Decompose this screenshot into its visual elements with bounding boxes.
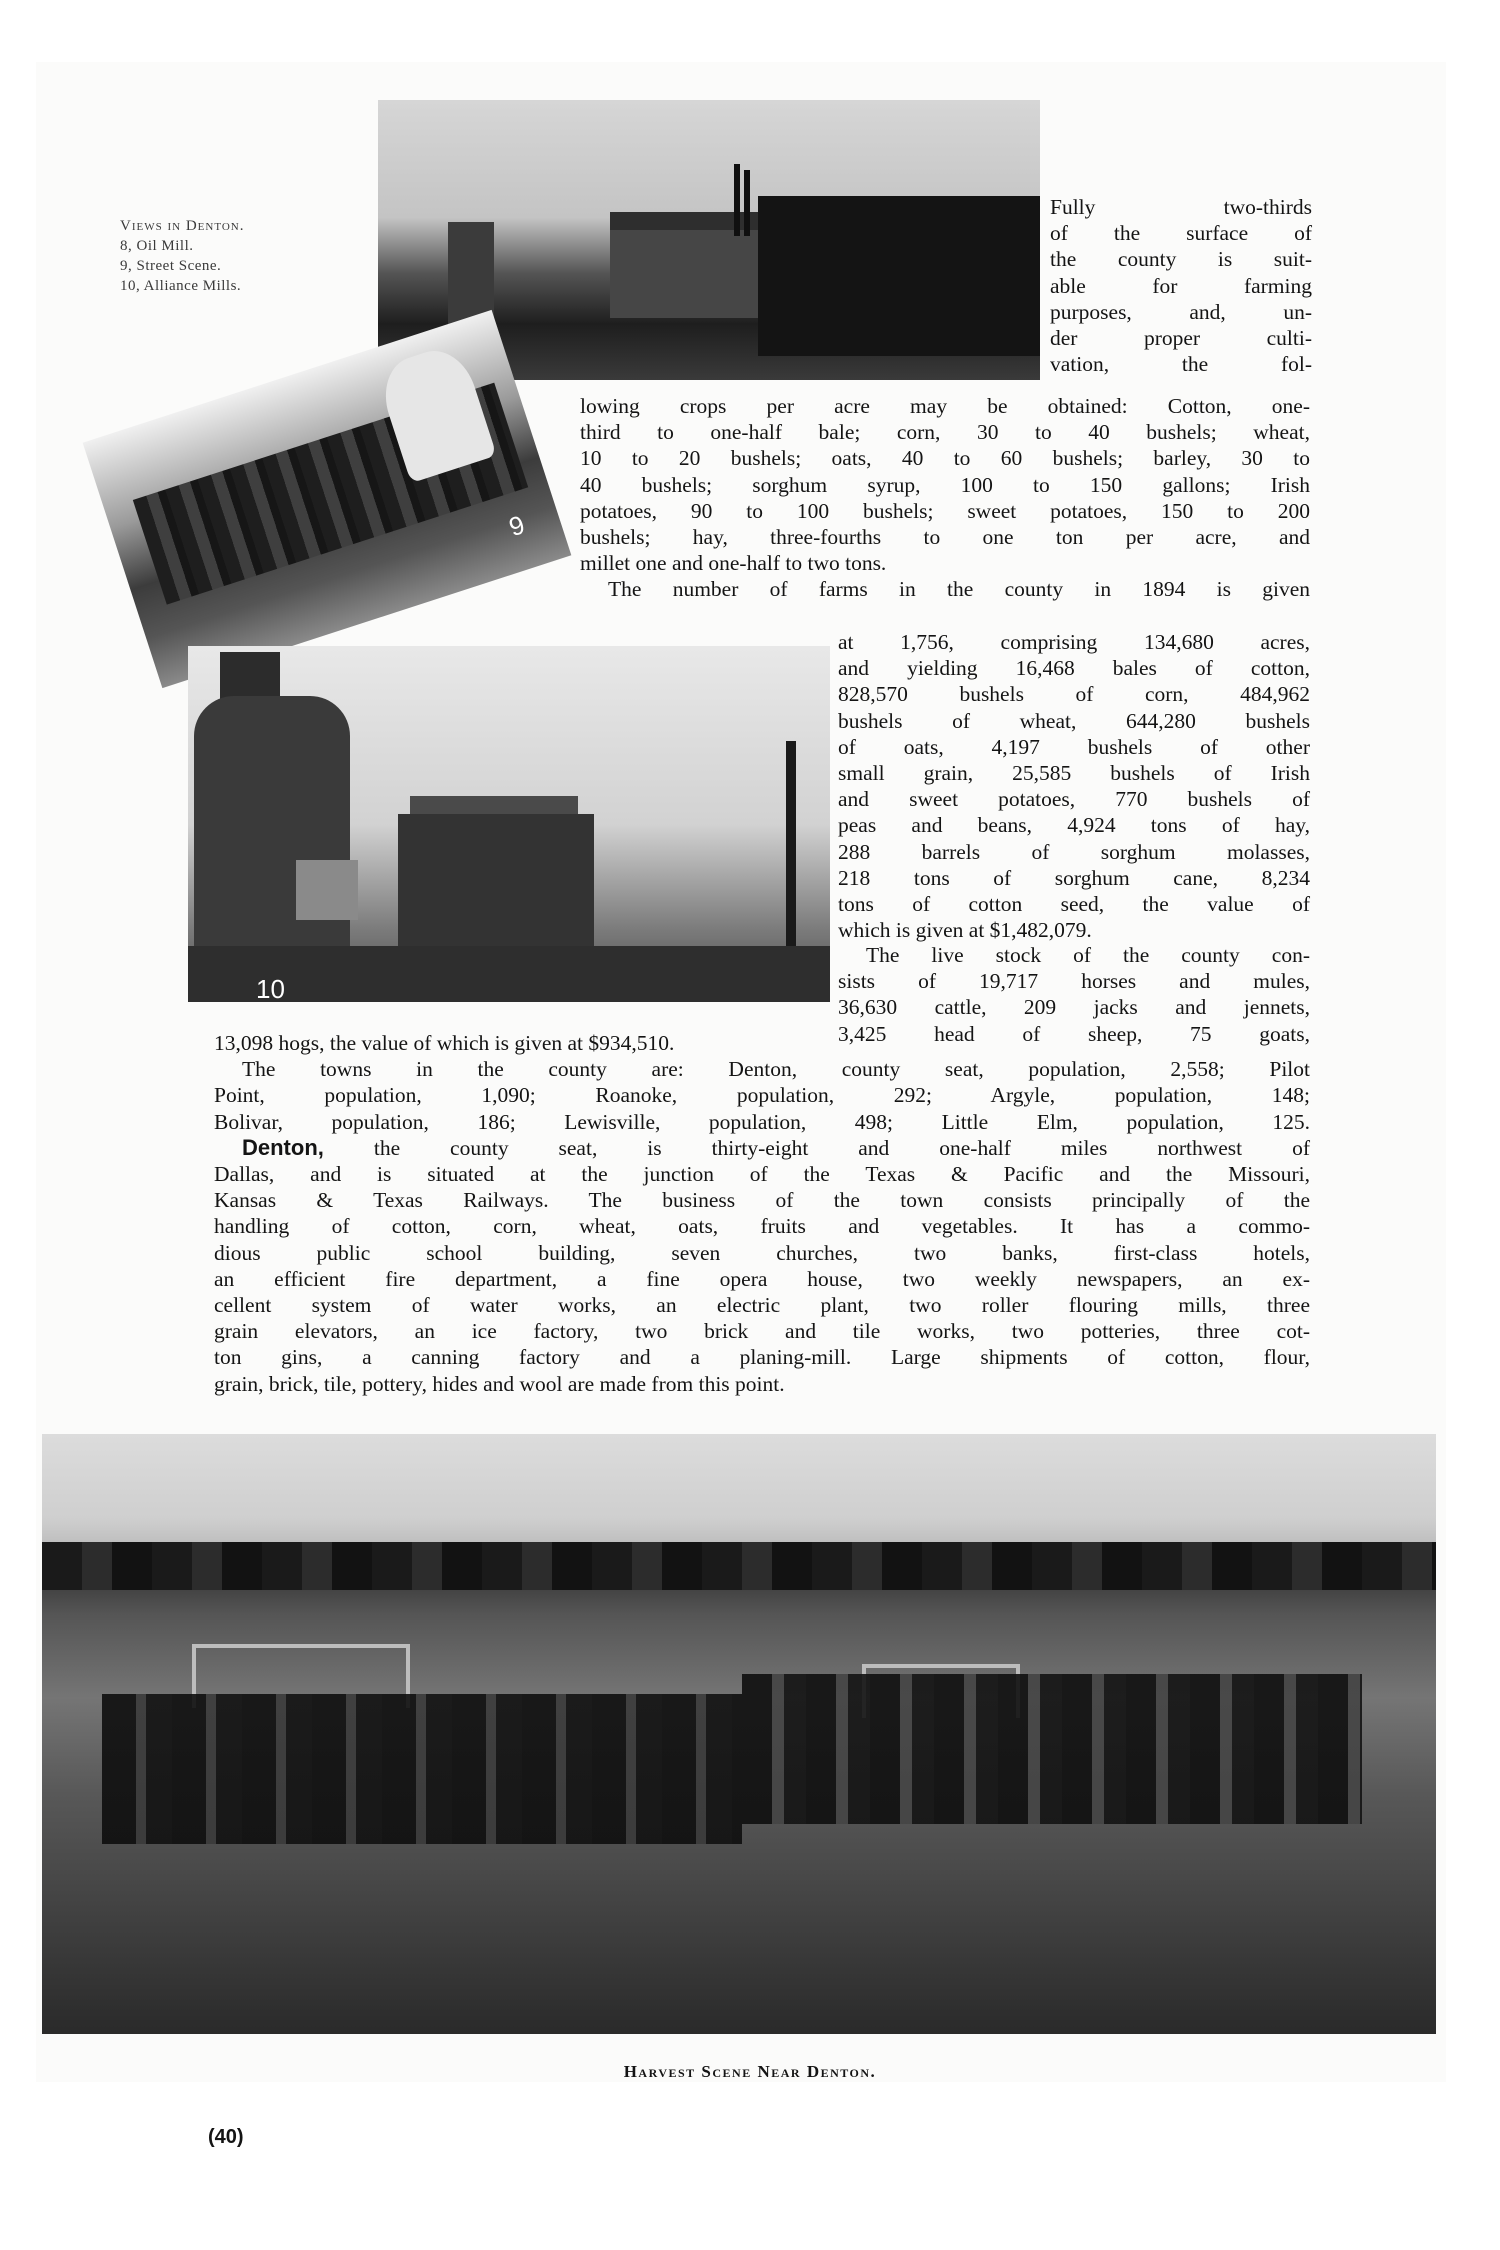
house-shape <box>296 860 358 920</box>
text-line: at 1,756, comprising 134,680 acres, <box>838 630 1310 654</box>
text-line: cellent system of water works, an electric plant, two roller flouring mills, three <box>214 1293 1310 1318</box>
horse-team-shape <box>742 1674 1362 1824</box>
text-line: able for farming <box>1050 273 1312 298</box>
text-line: Dallas, and is situated at the junction of the Texas & Pacific and the Missouri, <box>214 1162 1310 1187</box>
text-line: 828,570 bushels of corn, 484,962 <box>838 682 1310 707</box>
text-line: potatoes, 90 to 100 bushels; sweet potatoes, 150 to 200 <box>580 498 1310 523</box>
caption-item: 8, Oil Mill. <box>120 238 194 254</box>
warehouse-shape <box>758 196 1040 356</box>
farms-paragraph <box>838 629 1310 943</box>
text-line: handling of cotton, corn, wheat, oats, fruits and vegetables. It has a commo- <box>214 1214 1310 1239</box>
text-line: 36,630 cattle, 209 jacks and jennets, <box>838 995 1310 1020</box>
text-line: tons of cotton seed, the value of <box>838 892 1310 917</box>
text-column-top <box>1050 194 1312 377</box>
crops-paragraph <box>580 393 1310 603</box>
views-caption-title: Views in Denton. <box>120 218 245 234</box>
text-line: der proper culti- <box>1050 326 1312 351</box>
text-line: grain, brick, tile, pottery, hides and wool are made from this point. <box>214 1371 785 1396</box>
alliance-mills-photo <box>188 646 830 1002</box>
plate-caption: Harvest Scene Near Denton. <box>623 2062 877 2081</box>
text-line: Bolivar, population, 186; Lewisville, population, 498; Little Elm, population, 125. <box>214 1109 1310 1134</box>
text-line: Fully two-thirds <box>1050 195 1312 219</box>
text-line: The towns in the county are: Denton, county seat, population, 2,558; Pilot <box>242 1057 1310 1082</box>
text-line: 13,098 hogs, the value of which is given at $934,510. <box>214 1031 675 1055</box>
text-line: of the surface of <box>1050 221 1312 246</box>
text-line: bushels; hay, three-fourths to one ton per acre, and <box>580 525 1310 550</box>
text-line: the county is suit- <box>1050 247 1312 272</box>
text-line: which is given at $1,482,079. <box>838 918 1092 943</box>
text-line: lowing crops per acre may be obtained: Cotton, one- <box>580 394 1310 418</box>
text-line: vation, the fol- <box>1050 352 1312 377</box>
mill-building-shape <box>610 230 758 318</box>
towns-paragraph <box>214 1030 1310 1397</box>
caption-item: 10, Alliance Mills. <box>120 278 242 294</box>
text-line: ton gins, a canning factory and a planing-mill. Large shipments of cotton, flour, <box>214 1345 1310 1370</box>
denton-lead: Denton, <box>242 1134 324 1160</box>
text-line: Kansas & Texas Railways. The business of the town consists principally of the <box>214 1188 1310 1213</box>
text-line: peas and beans, 4,924 tons of hay, <box>838 813 1310 838</box>
photo-number: 9 <box>505 509 529 543</box>
text-line: and sweet potatoes, 770 bushels of <box>838 787 1310 812</box>
text-line: Point, population, 1,090; Roanoke, population, 292; Argyle, population, 148; <box>214 1083 1310 1108</box>
text-line: sists of 19,717 horses and mules, <box>838 969 1310 994</box>
text-line: an efficient fire department, a fine opera house, two weekly newspapers, an ex- <box>214 1266 1310 1291</box>
text-line: 40 bushels; sorghum syrup, 100 to 150 gallons; Irish <box>580 472 1310 497</box>
text-line: 10 to 20 bushels; oats, 40 to 60 bushels; barley, 30 to <box>580 446 1310 471</box>
text-line: dious public school building, seven churches, two banks, first-class hotels, <box>214 1240 1310 1265</box>
text-line: bushels of wheat, 644,280 bushels <box>838 708 1310 733</box>
text-line: 3,425 head of sheep, 75 goats, <box>838 1021 1310 1046</box>
text-line: millet one and one-half to two tons. <box>580 551 887 576</box>
text-line: of oats, 4,197 bushels of other <box>838 734 1310 759</box>
text-line: and yielding 16,468 bales of cotton, <box>838 656 1310 681</box>
text-line: 288 barrels of sorghum molasses, <box>838 839 1310 864</box>
denton-first-line <box>214 1135 1310 1161</box>
text-line: The number of farms in the county in 1894 is given <box>608 577 1310 602</box>
caption-item: 9, Street Scene. <box>120 258 222 274</box>
text-line: purposes, and, un- <box>1050 299 1312 324</box>
text-line: third to one-half bale; corn, 30 to 40 bushels; wheat, <box>580 420 1310 445</box>
horse-team-shape <box>102 1694 742 1844</box>
harvest-scene-photo <box>42 1434 1436 2034</box>
text-line: grain elevators, an ice factory, two brick and tile works, two potteries, three cot- <box>214 1319 1310 1344</box>
photo-number: 10 <box>256 974 285 1002</box>
page-number: (40) <box>208 2126 244 2148</box>
text-line: small grain, 25,585 bushels of Irish <box>838 761 1310 786</box>
tree-line-shape <box>42 1542 1436 1590</box>
smokestack-shape <box>786 741 796 946</box>
smokestack-shape <box>744 170 750 236</box>
text-fragment: the county seat, is thirty-eight and one-half miles northwest of <box>373 1135 1310 1160</box>
text-line: 218 tons of sorghum cane, 8,234 <box>838 865 1310 890</box>
views-caption <box>120 216 380 296</box>
text-line: The live stock of the county con- <box>866 943 1310 967</box>
grain-elevator-shape <box>194 696 350 966</box>
smokestack-shape <box>734 164 740 236</box>
mill-building-shape <box>398 814 594 952</box>
